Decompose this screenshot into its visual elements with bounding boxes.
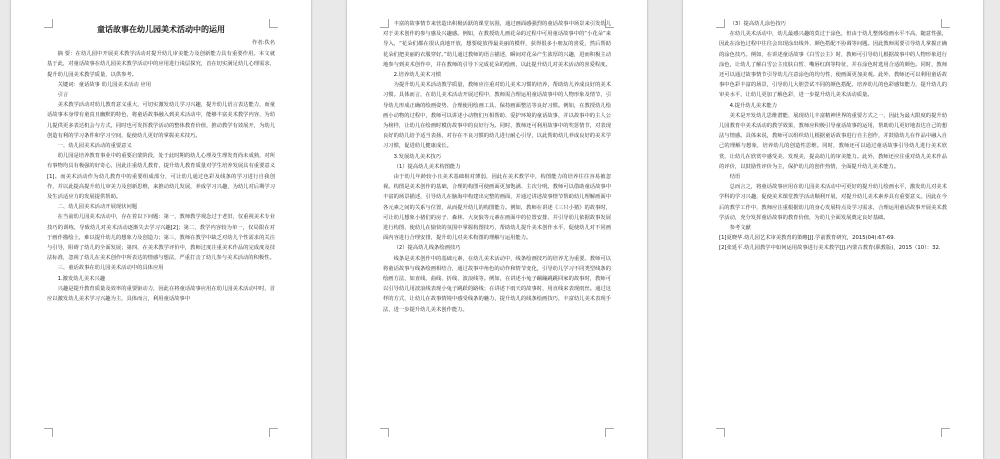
paragraph-list xyxy=(719,19,947,254)
paragraph: 2.培养幼儿美术习惯 xyxy=(393,72,442,79)
crop-mark-bottom-left xyxy=(44,428,53,437)
paragraph: 参考文献 xyxy=(729,225,751,232)
paragraph: 三、童话故事在幼儿园美术活动中的具体应用 xyxy=(57,265,164,272)
reference-item: [1]夏晓华.幼儿园艺术审美教育的策略[J].学前教育研究，2015(04):67-69. xyxy=(719,235,896,242)
crop-mark-bottom-left xyxy=(716,428,725,437)
paragraph: 在幼儿美术活动中，幼儿最感兴趣的莫过于涂色，但由于幼儿整体绘画水平不高，随意性强，因此在涂色过程中往往会出现涂出线外、颜色搭配不协调等问题。因此教师需要引导幼儿掌握正确的涂色技巧。例如，在讲述童话故事《白雪公主》时，教师可引导幼儿根据故事中的人物形象进行涂色，让幼儿了解白雪公主皮肤白皙、嘴唇红润等特征，并在涂色时选用合适的颜色。同时，教师还可以通过故事情节引导幼儿注意涂色的均匀性，使画面更加美观。此外，教师还可以利用童话故事中色彩丰富的场景，引导幼儿大胆尝试不同的颜色搭配，培养幼儿的色彩感知能力，提升幼儿的审美水平，让幼儿更加了解色彩，进一步提升幼儿美术活动质量。 xyxy=(719,31,947,99)
reference-item: [2]张延平.幼儿园教学中如何运用故事进行美术教学[J].内蒙古教育(职教版)，2015（10）：32. xyxy=(719,245,941,252)
paragraph: 线条是美术创作中的基础元素，在幼儿美术活动中，线条绘画技巧的培养尤为重要。教师可以将童话故事与线条绘画相结合，通过故事中角色的动作和情节变化，引导幼儿学习不同类型线条的绘画方法，如直线、曲线、折线、波浪线等。例如，在讲述小兔子蹦蹦跳跳回家的故事时，教师可以引导幼儿用波浪线表现小兔子跳跃的路线；在讲述下雨天的故事时，用直线来表现雨丝。通过这样的方式，让幼儿在故事情境中感受线条的魅力，提升幼儿的线条绘画技巧，丰富幼儿美术表现手法，进一步提升幼儿美术创作能力。 xyxy=(383,255,611,313)
page-body[interactable] xyxy=(47,19,275,304)
paragraph: 3.发展幼儿美术技巧 xyxy=(393,153,442,160)
crop-mark-bottom-right xyxy=(941,428,950,437)
paragraph-list xyxy=(47,49,275,304)
paragraph: 二、幼儿园美术活动开展现状问题 xyxy=(57,204,138,211)
page-body[interactable] xyxy=(719,19,947,254)
paragraph: 摘 要：在幼儿园中开展美术教学活动对提升幼儿审美能力及创新能力具有重要作用。本文就基于此，对童话故事在幼儿园美术教学活动中的应用进行浅层探究，首在切实满足幼儿心理需求，提升幼儿园美术教学质量，以供参考。 xyxy=(47,51,275,78)
paragraph: 关键词：童话故事 幼儿园美术活动 应用 xyxy=(57,81,152,88)
paragraph: 幼儿园是培养教育事业中的重要启蒙阶段，处于此时期的幼儿心理及生理发育尚未成熟，对所有事物均具有极强的好奇心，因此注重幼儿教育，提升幼儿教育质量对学生培养发展具有重要意义[1]。而美术活动作为幼儿教育中的重要组成部分，可让幼儿通过色彩及线条的学习进行自我创作，并以此提高提升幼儿审美力及创新思维，来推动幼儿发展，养成学习兴趣，为幼儿对后期学习及生活适应力的发展提供帮助。 xyxy=(47,153,275,201)
paragraph-list xyxy=(383,19,611,315)
paragraph: 兴趣是提升教育质量及效率的重要驱动力，因此在将童话故事应用在幼儿园美术活动中时，首应以激发幼儿美术学习兴趣为主，具体而言，利用童话故事中 xyxy=(47,285,275,303)
author-line: 作者:佚名 xyxy=(252,40,275,46)
paragraph: 美术教学活动对幼儿教育意义重大，可切实激发幼儿学习兴趣，提升幼儿语言表达能力，而童话故事本身带有童真且幽默的特色，将童话故事融入到美术活动中，能够丰富美术教学内容，为幼儿提供更多表达机会与方式，同时也可发挥教学活动的整体教育价值，推动教学有效展开，为幼儿创造有利的学习条件和学习空间，促使幼儿更好的掌握美术技巧。 xyxy=(47,102,275,139)
document-page-2 xyxy=(347,0,647,459)
paragraph: （2）提高幼儿线条绘画技巧 xyxy=(393,245,461,252)
paragraph: 美术是开发幼儿思维潜能、展现幼儿丰富精神世界的重要方式之一，因此为最大限度的提升幼儿园教育中美术活动的教学效果，教师应积极引导童话故事的运用，帮助幼儿更好地表达自己的想法与情感。具体来说，教师可以组织幼儿根据童话故事进行自主创作，并鼓励幼儿在作品中融入自己的理解与想象，培养幼儿的创造性思维。同时，教师还可以通过童话故事引导幼儿进行美术欣赏，让幼儿在欣赏中感受美、发现美，提高幼儿的审美能力。此外，教师还应注重对幼儿美术作品的评价，以鼓励性评价为主，保护幼儿的创作热情，全面提升幼儿美术能力。 xyxy=(719,112,947,170)
paragraph: 4.提升幼儿美术能力 xyxy=(729,102,778,109)
paragraph: 在当前幼儿园美术活动中，存在着以下问题：第一，教师教学观念过于老旧，仅重视美术专业技巧的训练，导致幼儿对美术活动逐渐失去学习兴趣[2]；第二，教学内容较为单一，仅局限在对于画作描绘上，难以提升幼儿的想象力及创造力；第三，教师在教学中缺乏对幼儿个性需求的关注与引导，阻碍了幼儿的全面发展；第四，在美术教学评价中，教师过度注重美术作品的完成度及技法标准，忽视了幼儿在美术创作中所表达的情感与想法，严重打击了幼儿参与美术活动的积极性。 xyxy=(47,214,275,262)
crop-mark-bottom-right xyxy=(269,428,278,437)
paragraph: 结语 xyxy=(729,174,741,181)
crop-mark-bottom-right xyxy=(605,428,614,437)
paragraph: （1）提高幼儿美术构图能力 xyxy=(393,163,461,170)
paragraph: 由于幼儿年龄较小且美术基础相对薄弱，因此在美术教学中，构图能力的培养往往容易被忽视。构图是美术创作的基础，合理的构图可使画面更加饱满、主次分明。教师可以借助童话故事中丰富的场景描述，引导幼儿在脑海中构建出完整的画面，并通过讲述故事情节帮助幼儿理解画面中各元素之间的关系与位置，从而提升幼儿的构图能力。例如，教师在讲述《三只小猪》的故事时，可让幼儿想象小猪们的房子、森林、大灰狼等元素在画面中的位置安排，并引导幼儿依据故事发展进行构图，使幼儿在愉快的氛围中掌握构图技巧，帮助幼儿提升美术创作水平，促使幼儿对不同画面内容进行合理安排，提升幼儿对美术构图的理解与运用能力。 xyxy=(383,174,611,242)
paragraph: 丰富的故事情节来营造出积极活跃的课堂氛围，通过画面感强烈的童话故事中场景来引发幼儿对于美术创作的参与感及兴趣感。例如，在教授幼儿画花朵的过程中可用童话故事中的“小花朵”来导入，“花朵们都在很认真地开放，想要绽放得最美丽的模样，获得很多小朋友的喜爱，然后帮助花朵们把美丽的衣服穿好。”幼儿通过教师的语言描述，瞬间对花朵产生浓厚的兴趣，进而积极主动地参与到美术创作中，并在教师的引导下完成花朵的绘画，以此提升幼儿对美术活动的喜爱程度。 xyxy=(383,21,611,68)
paragraph: 一、幼儿园美术活动的重要意义 xyxy=(57,143,132,150)
page-body[interactable] xyxy=(383,19,611,315)
document-page-1 xyxy=(11,0,311,459)
page-title: 童话故事在幼儿园美术活动中的运用 xyxy=(97,25,225,34)
paragraph: 为提升幼儿美术活动教学质量，教师应注重对幼儿美术习惯的培养，帮助幼儿养成良好的美术习惯。具体而言，在幼儿美术活动开展过程中，教师需合理运用童话故事中的人物形象及情节，引导幼儿形成正确的绘画姿势、合理使用绘画工具、保持画面整洁等良好习惯。例如，在教授幼儿绘画小动物的过程中，教师可以讲述小动物们互相帮助、爱护环境的童话故事，并以故事中的主人公为榜样，让幼儿在绘画时模仿故事中的良好行为。同时，教师还可利用故事中的奖惩情节，对表现良好的幼儿给予适当表扬，对存在不良习惯的幼儿进行耐心引导，以此帮助幼儿养成良好的美术学习习惯，促进幼儿健康成长。 xyxy=(383,82,611,150)
paragraph: 1.激发幼儿美术兴趣 xyxy=(57,275,106,282)
crop-mark-bottom-left xyxy=(380,428,389,437)
paragraph: 引言 xyxy=(57,92,69,99)
paragraph: （3）提高幼儿涂色技巧 xyxy=(729,21,786,27)
document-page-3 xyxy=(683,0,983,459)
paragraph: 总而言之，将童话故事应用在幼儿园美术活动中可更好的提升幼儿绘画水平，激发幼儿对美术学科的学习兴趣，促使美术课堂教学活动顺利开展，对提升幼儿美术素养具有重要意义。因此在今后的教学工作中，教师应注重根据幼儿的身心发展特点及学习需求，合理运用童话故事开展美术教学活动，充分发挥童话故事的教育价值，为幼儿全面发展奠定良好基础。 xyxy=(719,184,947,221)
